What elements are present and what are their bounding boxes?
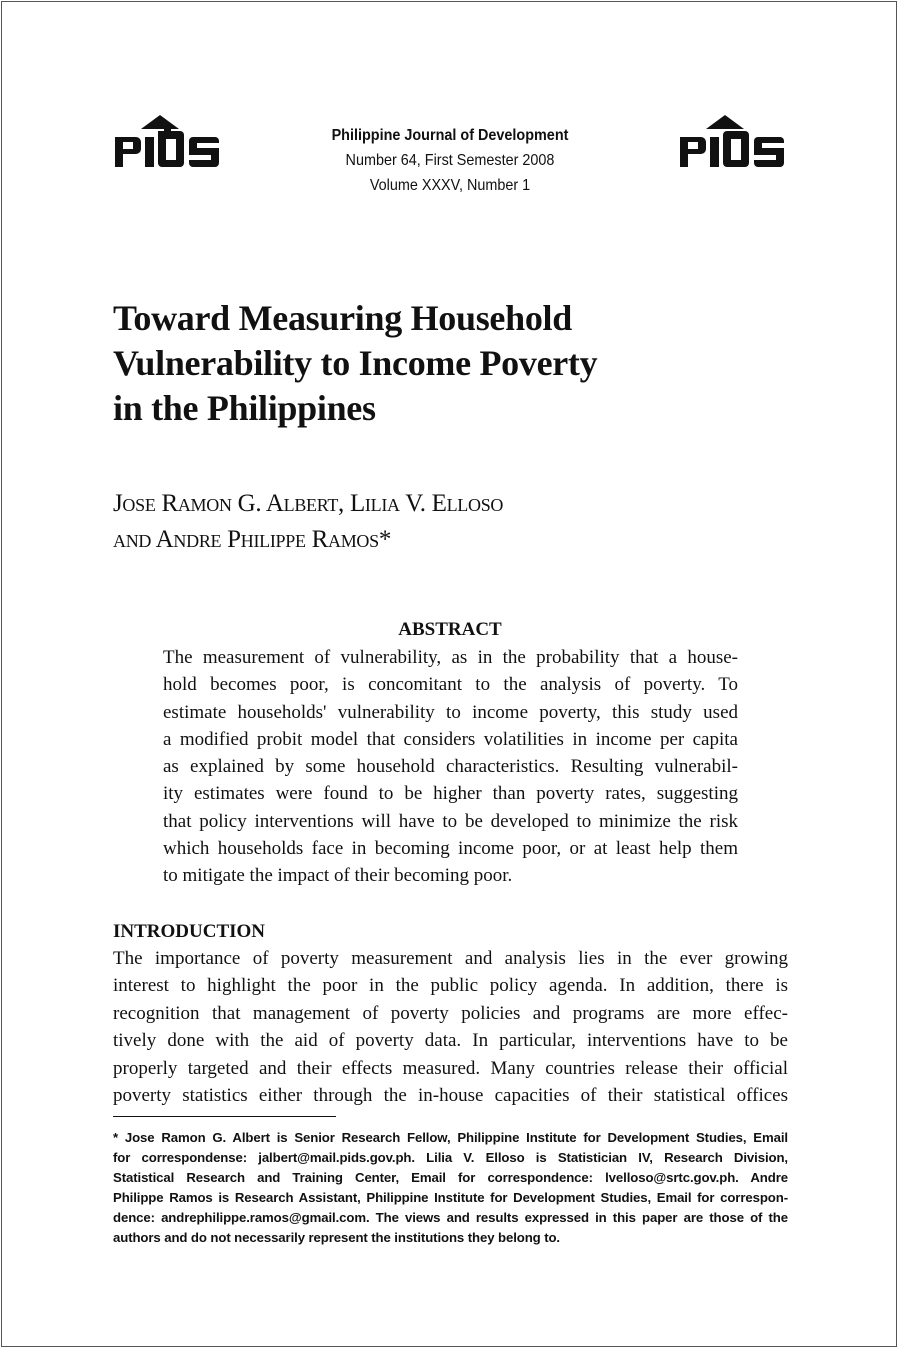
- journal-name: Philippine Journal of Development: [331, 127, 569, 144]
- pids-logo-icon: [113, 115, 223, 171]
- intro-line: poverty statistics either through the in-house capacities of their statistical offices: [113, 1085, 788, 1107]
- author-line: Jose Ramon G. Albert, Lilia V. Elloso: [113, 490, 504, 517]
- abstract-heading: ABSTRACT: [398, 619, 502, 640]
- intro-line: tively done with the aid of poverty data. In particular, interventions have to be: [113, 1030, 788, 1052]
- pids-logo-icon: [678, 115, 788, 171]
- title-line: Toward Measuring Household: [113, 298, 572, 338]
- pids-logo-right: [678, 115, 788, 171]
- author-line: and Andre Philippe Ramos*: [113, 526, 392, 553]
- footnote-line: authors and do not necessarily represent the institutions they belong to.: [113, 1230, 560, 1246]
- abstract-line: estimate households' vulnerability to income poverty, this study used: [163, 701, 738, 723]
- footnote-divider: [113, 1116, 336, 1117]
- title-line: Vulnerability to Income Poverty: [113, 343, 598, 383]
- journal-header: [270, 123, 630, 198]
- title-line: in the Philippines: [113, 388, 376, 428]
- footnote-line: for correspondense: jalbert@mail.pids.gov.ph. Lilia V. Elloso is Statistician IV, Research Division,: [113, 1150, 788, 1166]
- abstract-line: to mitigate the impact of their becoming poor.: [163, 865, 513, 887]
- pids-logo-left: [113, 115, 223, 171]
- abstract-line: The measurement of vulnerability, as in the probability that a house-: [163, 647, 738, 668]
- journal-issue: Number 64, First Semester 2008: [345, 152, 555, 169]
- intro-line: properly targeted and their effects measured. Many countries release their official: [113, 1057, 788, 1079]
- footnote-line: Statistical Research and Training Center, Email for correspondence: lvelloso@srtc.gov.ph. Andre: [113, 1170, 788, 1186]
- journal-volume: Volume XXXV, Number 1: [369, 177, 531, 194]
- authors: [113, 486, 713, 558]
- abstract-line: a modified probit model that considers volatilities in income per capita: [163, 728, 738, 750]
- footnote-line: dence: andrephilippe.ramos@gmail.com. The views and results expressed in this paper are those of the: [113, 1210, 788, 1226]
- abstract-line: hold becomes poor, is concomitant to the analysis of poverty. To: [163, 674, 738, 696]
- abstract-body: [163, 644, 738, 890]
- footnote-line: Philippe Ramos is Research Assistant, Philippine Institute for Development Studies, Email for correspon-: [113, 1190, 788, 1206]
- intro-line: recognition that management of poverty policies and programs are more effec-: [113, 1002, 788, 1024]
- footnote-line: * Jose Ramon G. Albert is Senior Research Fellow, Philippine Institute for Development Studies, Email: [113, 1130, 788, 1145]
- intro-line: interest to highlight the poor in the public policy agenda. In addition, there is: [113, 975, 788, 997]
- introduction-heading: INTRODUCTION: [113, 921, 266, 942]
- intro-line: The importance of poverty measurement and analysis lies in the ever growing: [113, 948, 788, 969]
- introduction-body: [113, 945, 788, 1109]
- abstract-line: as explained by some household characteristics. Resulting vulnerabil-: [163, 756, 738, 778]
- abstract-line: ity estimates were found to be higher than poverty rates, suggesting: [163, 783, 738, 805]
- paper-title: [113, 296, 713, 431]
- abstract-line: that policy interventions will have to be developed to minimize the risk: [163, 810, 738, 832]
- abstract-line: which households face in becoming income poor, or at least help them: [163, 838, 738, 860]
- author-footnote: [113, 1128, 788, 1249]
